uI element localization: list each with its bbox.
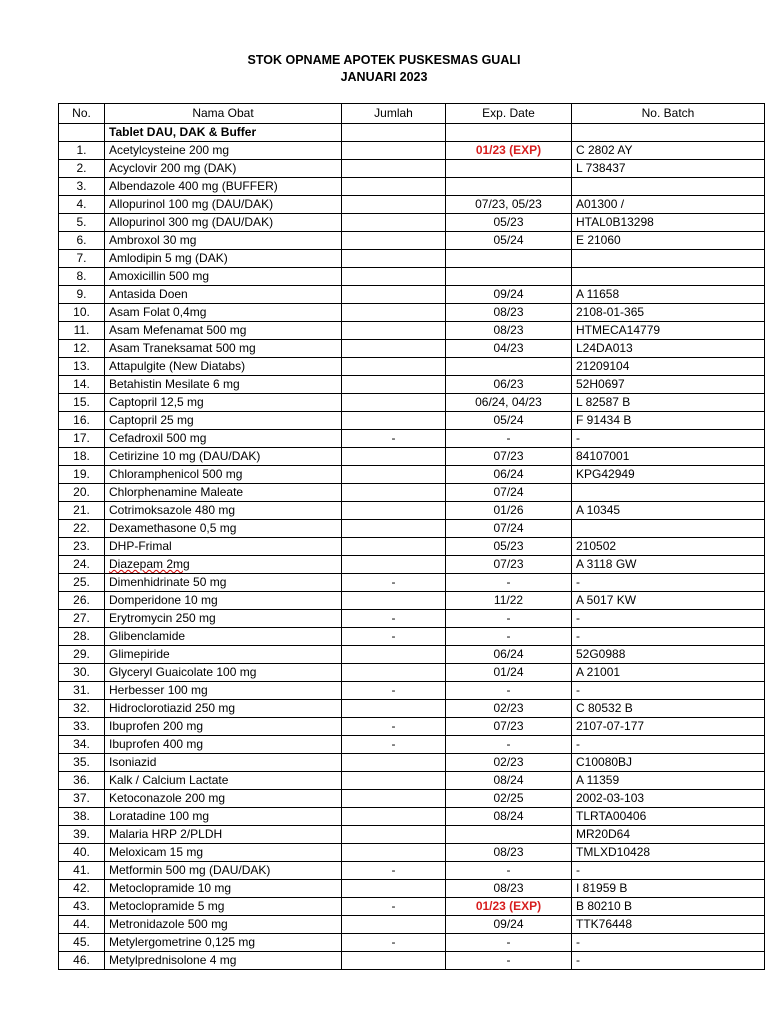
row-exp-date: 07/23	[446, 718, 572, 736]
row-jumlah	[342, 142, 446, 160]
row-no: 11.	[59, 322, 105, 340]
column-header-nama-obat: Nama Obat	[105, 104, 342, 124]
row-no: 25.	[59, 574, 105, 592]
table-row	[59, 826, 765, 844]
column-header-jumlah: Jumlah	[342, 104, 446, 124]
row-exp-date: -	[446, 952, 572, 970]
row-exp-date	[446, 358, 572, 376]
row-drug-name: Malaria HRP 2/PLDH	[105, 826, 342, 844]
table-row	[59, 520, 765, 538]
row-drug-name: Glimepiride	[105, 646, 342, 664]
row-no: 27.	[59, 610, 105, 628]
row-no: 6.	[59, 232, 105, 250]
row-exp-date: 07/23	[446, 448, 572, 466]
row-jumlah	[342, 952, 446, 970]
row-drug-name: Allopurinol 300 mg (DAU/DAK)	[105, 214, 342, 232]
row-batch: A01300 /	[572, 196, 765, 214]
table-row	[59, 592, 765, 610]
row-jumlah	[342, 592, 446, 610]
row-drug-name: Captopril 25 mg	[105, 412, 342, 430]
row-no: 7.	[59, 250, 105, 268]
table-row	[59, 304, 765, 322]
row-exp-date: 07/23, 05/23	[446, 196, 572, 214]
table-row	[59, 646, 765, 664]
row-jumlah	[342, 790, 446, 808]
table-row	[59, 538, 765, 556]
row-jumlah	[342, 304, 446, 322]
table-row	[59, 250, 765, 268]
row-no: 12.	[59, 340, 105, 358]
row-exp-date: 02/23	[446, 754, 572, 772]
row-batch: A 21001	[572, 664, 765, 682]
row-jumlah: -	[342, 736, 446, 754]
table-row	[59, 808, 765, 826]
row-jumlah	[342, 196, 446, 214]
table-row	[59, 790, 765, 808]
section-no-cell	[59, 124, 105, 142]
row-no: 37.	[59, 790, 105, 808]
row-drug-name: Metylergometrine 0,125 mg	[105, 934, 342, 952]
row-batch: L 738437	[572, 160, 765, 178]
table-row	[59, 214, 765, 232]
row-jumlah	[342, 700, 446, 718]
row-no: 46.	[59, 952, 105, 970]
row-drug-name: Acetylcysteine 200 mg	[105, 142, 342, 160]
row-batch: -	[572, 628, 765, 646]
row-drug-name: Amlodipin 5 mg (DAK)	[105, 250, 342, 268]
row-no: 38.	[59, 808, 105, 826]
table-row	[59, 142, 765, 160]
row-batch: 2002-03-103	[572, 790, 765, 808]
row-exp-date	[446, 250, 572, 268]
row-exp-date: 07/23	[446, 556, 572, 574]
row-exp-date: 06/24	[446, 466, 572, 484]
row-batch: A 5017 KW	[572, 592, 765, 610]
row-drug-name: Metformin 500 mg (DAU/DAK)	[105, 862, 342, 880]
row-batch: TMLXD10428	[572, 844, 765, 862]
row-drug-name: Cetirizine 10 mg (DAU/DAK)	[105, 448, 342, 466]
row-jumlah	[342, 394, 446, 412]
table-row	[59, 286, 765, 304]
section-jumlah-cell	[342, 124, 446, 142]
row-batch: L 82587 B	[572, 394, 765, 412]
row-exp-date: -	[446, 610, 572, 628]
row-drug-name: Hidroclorotiazid 250 mg	[105, 700, 342, 718]
row-exp-date: -	[446, 574, 572, 592]
row-drug-name: Cefadroxil 500 mg	[105, 430, 342, 448]
row-no: 32.	[59, 700, 105, 718]
row-drug-name: Attapulgite (New Diatabs)	[105, 358, 342, 376]
row-jumlah	[342, 448, 446, 466]
document-title: STOK OPNAME APOTEK PUSKESMAS GUALI	[247, 53, 521, 67]
row-no: 9.	[59, 286, 105, 304]
table-row	[59, 574, 765, 592]
row-drug-name: Ketoconazole 200 mg	[105, 790, 342, 808]
table-row	[59, 736, 765, 754]
row-drug-name: Cotrimoksazole 480 mg	[105, 502, 342, 520]
row-drug-name: Metoclopramide 10 mg	[105, 880, 342, 898]
row-batch: KPG42949	[572, 466, 765, 484]
row-drug-name: Allopurinol 100 mg (DAU/DAK)	[105, 196, 342, 214]
row-no: 36.	[59, 772, 105, 790]
row-batch: 2108-01-365	[572, 304, 765, 322]
row-exp-date: 06/24	[446, 646, 572, 664]
row-exp-date: 08/24	[446, 772, 572, 790]
column-header-exp-date: Exp. Date	[446, 104, 572, 124]
row-exp-date: 01/26	[446, 502, 572, 520]
table-row	[59, 412, 765, 430]
row-batch: -	[572, 430, 765, 448]
row-jumlah	[342, 646, 446, 664]
row-batch: 84107001	[572, 448, 765, 466]
table-row	[59, 376, 765, 394]
row-jumlah	[342, 376, 446, 394]
table-row	[59, 340, 765, 358]
table-row	[59, 682, 765, 700]
row-drug-name: Domperidone 10 mg	[105, 592, 342, 610]
row-no: 8.	[59, 268, 105, 286]
row-jumlah	[342, 160, 446, 178]
row-batch: -	[572, 610, 765, 628]
table-row	[59, 232, 765, 250]
row-batch	[572, 520, 765, 538]
row-drug-name: Glyceryl Guaicolate 100 mg	[105, 664, 342, 682]
row-drug-name: Loratadine 100 mg	[105, 808, 342, 826]
row-drug-name: Asam Mefenamat 500 mg	[105, 322, 342, 340]
row-exp-date: 05/24	[446, 412, 572, 430]
row-jumlah	[342, 880, 446, 898]
row-batch: C10080BJ	[572, 754, 765, 772]
table-row	[59, 160, 765, 178]
row-jumlah	[342, 340, 446, 358]
row-jumlah	[342, 286, 446, 304]
row-no: 42.	[59, 880, 105, 898]
table-row	[59, 628, 765, 646]
row-drug-name: Betahistin Mesilate 6 mg	[105, 376, 342, 394]
table-row	[59, 394, 765, 412]
row-no: 21.	[59, 502, 105, 520]
row-exp-date: 08/23	[446, 304, 572, 322]
row-jumlah	[342, 916, 446, 934]
row-exp-date: 04/23	[446, 340, 572, 358]
row-exp-date: 05/23	[446, 214, 572, 232]
row-batch	[572, 178, 765, 196]
row-jumlah	[342, 556, 446, 574]
row-exp-date: 07/24	[446, 520, 572, 538]
row-drug-name-text: Diazepam 2mg	[109, 557, 190, 571]
row-no: 17.	[59, 430, 105, 448]
row-drug-name: Chlorphenamine Maleate	[105, 484, 342, 502]
row-batch: 52H0697	[572, 376, 765, 394]
row-drug-name: Dexamethasone 0,5 mg	[105, 520, 342, 538]
row-jumlah: -	[342, 682, 446, 700]
row-drug-name: Asam Traneksamat 500 mg	[105, 340, 342, 358]
row-no: 1.	[59, 142, 105, 160]
row-batch: -	[572, 862, 765, 880]
row-jumlah: -	[342, 574, 446, 592]
column-header-no-batch: No. Batch	[572, 104, 765, 124]
table-body	[59, 124, 765, 970]
row-drug-name: Metronidazole 500 mg	[105, 916, 342, 934]
row-no: 33.	[59, 718, 105, 736]
row-batch: TTK76448	[572, 916, 765, 934]
table-header-row	[59, 104, 765, 124]
row-jumlah	[342, 412, 446, 430]
row-drug-name: Glibenclamide	[105, 628, 342, 646]
row-jumlah: -	[342, 628, 446, 646]
row-jumlah	[342, 250, 446, 268]
row-batch: E 21060	[572, 232, 765, 250]
row-batch: HTAL0B13298	[572, 214, 765, 232]
row-batch: C 80532 B	[572, 700, 765, 718]
row-no: 45.	[59, 934, 105, 952]
row-batch: 2107-07-177	[572, 718, 765, 736]
row-no: 10.	[59, 304, 105, 322]
row-exp-date: 08/24	[446, 808, 572, 826]
row-batch: A 3118 GW	[572, 556, 765, 574]
row-no: 43.	[59, 898, 105, 916]
table-row	[59, 178, 765, 196]
table-row	[59, 322, 765, 340]
row-batch	[572, 250, 765, 268]
row-no: 20.	[59, 484, 105, 502]
row-no: 23.	[59, 538, 105, 556]
table-row	[59, 196, 765, 214]
row-batch: 21209104	[572, 358, 765, 376]
row-jumlah	[342, 484, 446, 502]
row-drug-name: Ibuprofen 200 mg	[105, 718, 342, 736]
row-batch: -	[572, 574, 765, 592]
section-row	[59, 124, 765, 142]
row-exp-date: -	[446, 682, 572, 700]
row-no: 15.	[59, 394, 105, 412]
row-drug-name: Captopril 12,5 mg	[105, 394, 342, 412]
row-exp-date: 09/24	[446, 916, 572, 934]
row-exp-date: 01/23 (EXP)	[446, 898, 572, 916]
row-jumlah: -	[342, 430, 446, 448]
row-drug-name: Erytromycin 250 mg	[105, 610, 342, 628]
row-batch: HTMECA14779	[572, 322, 765, 340]
row-jumlah	[342, 232, 446, 250]
row-jumlah	[342, 538, 446, 556]
table-row	[59, 754, 765, 772]
row-drug-name: Dimenhidrinate 50 mg	[105, 574, 342, 592]
row-batch: MR20D64	[572, 826, 765, 844]
row-no: 30.	[59, 664, 105, 682]
row-jumlah: -	[342, 934, 446, 952]
row-drug-name: Herbesser 100 mg	[105, 682, 342, 700]
row-no: 16.	[59, 412, 105, 430]
row-batch: 52G0988	[572, 646, 765, 664]
row-batch: B 80210 B	[572, 898, 765, 916]
row-exp-date: 05/24	[446, 232, 572, 250]
row-batch: -	[572, 682, 765, 700]
row-no: 14.	[59, 376, 105, 394]
row-jumlah	[342, 664, 446, 682]
row-no: 5.	[59, 214, 105, 232]
table-row	[59, 916, 765, 934]
row-jumlah	[342, 322, 446, 340]
table-row	[59, 430, 765, 448]
table-row	[59, 700, 765, 718]
row-drug-name: Chloramphenicol 500 mg	[105, 466, 342, 484]
row-exp-date	[446, 268, 572, 286]
table-row	[59, 862, 765, 880]
row-drug-name: Ibuprofen 400 mg	[105, 736, 342, 754]
row-no: 34.	[59, 736, 105, 754]
row-no: 29.	[59, 646, 105, 664]
row-batch: C 2802 AY	[572, 142, 765, 160]
row-exp-date: 01/23 (EXP)	[446, 142, 572, 160]
row-no: 26.	[59, 592, 105, 610]
row-exp-date: 08/23	[446, 844, 572, 862]
row-drug-name: Metoclopramide 5 mg	[105, 898, 342, 916]
row-exp-date: 01/24	[446, 664, 572, 682]
row-exp-date: 11/22	[446, 592, 572, 610]
table-row	[59, 880, 765, 898]
row-jumlah	[342, 826, 446, 844]
row-jumlah	[342, 844, 446, 862]
row-exp-date: 07/24	[446, 484, 572, 502]
row-batch: 210502	[572, 538, 765, 556]
row-no: 24.	[59, 556, 105, 574]
row-jumlah	[342, 808, 446, 826]
row-jumlah	[342, 358, 446, 376]
row-jumlah: -	[342, 898, 446, 916]
row-batch: TLRTA00406	[572, 808, 765, 826]
row-no: 28.	[59, 628, 105, 646]
row-batch	[572, 484, 765, 502]
row-exp-date	[446, 178, 572, 196]
row-jumlah	[342, 520, 446, 538]
row-batch: A 10345	[572, 502, 765, 520]
column-header-no: No.	[59, 104, 105, 124]
row-jumlah	[342, 466, 446, 484]
row-drug-name: Metylprednisolone 4 mg	[105, 952, 342, 970]
table-row	[59, 466, 765, 484]
row-no: 19.	[59, 466, 105, 484]
table-row	[59, 844, 765, 862]
row-no: 3.	[59, 178, 105, 196]
row-batch: I 81959 B	[572, 880, 765, 898]
row-batch: -	[572, 934, 765, 952]
row-exp-date: 02/23	[446, 700, 572, 718]
row-jumlah	[342, 772, 446, 790]
row-no: 13.	[59, 358, 105, 376]
row-batch	[572, 268, 765, 286]
row-drug-name	[105, 556, 342, 574]
stock-table	[58, 103, 765, 970]
row-batch: A 11359	[572, 772, 765, 790]
row-jumlah: -	[342, 862, 446, 880]
row-drug-name: DHP-Frimal	[105, 538, 342, 556]
row-exp-date: 08/23	[446, 880, 572, 898]
row-drug-name: Meloxicam 15 mg	[105, 844, 342, 862]
row-drug-name: Albendazole 400 mg (BUFFER)	[105, 178, 342, 196]
document-subtitle: JANUARI 2023	[340, 70, 428, 84]
row-jumlah	[342, 178, 446, 196]
row-exp-date: 05/23	[446, 538, 572, 556]
row-exp-date: -	[446, 430, 572, 448]
table-row	[59, 556, 765, 574]
row-no: 41.	[59, 862, 105, 880]
row-batch: F 91434 B	[572, 412, 765, 430]
row-no: 4.	[59, 196, 105, 214]
row-no: 22.	[59, 520, 105, 538]
row-exp-date	[446, 826, 572, 844]
row-no: 2.	[59, 160, 105, 178]
row-drug-name: Antasida Doen	[105, 286, 342, 304]
row-jumlah: -	[342, 718, 446, 736]
row-drug-name: Kalk / Calcium Lactate	[105, 772, 342, 790]
table-row	[59, 448, 765, 466]
row-exp-date	[446, 160, 572, 178]
table-row	[59, 898, 765, 916]
table-row	[59, 952, 765, 970]
table-row	[59, 772, 765, 790]
row-exp-date: 06/24, 04/23	[446, 394, 572, 412]
row-exp-date: -	[446, 628, 572, 646]
row-exp-date: 08/23	[446, 322, 572, 340]
section-label: Tablet DAU, DAK & Buffer	[105, 124, 342, 142]
row-exp-date: 02/25	[446, 790, 572, 808]
row-exp-date: -	[446, 934, 572, 952]
row-drug-name: Isoniazid	[105, 754, 342, 772]
row-drug-name: Ambroxol 30 mg	[105, 232, 342, 250]
table-row	[59, 358, 765, 376]
row-no: 44.	[59, 916, 105, 934]
row-no: 18.	[59, 448, 105, 466]
row-batch: -	[572, 952, 765, 970]
row-no: 35.	[59, 754, 105, 772]
table-row	[59, 610, 765, 628]
row-jumlah	[342, 502, 446, 520]
row-jumlah	[342, 754, 446, 772]
row-batch: -	[572, 736, 765, 754]
row-no: 31.	[59, 682, 105, 700]
row-drug-name: Amoxicillin 500 mg	[105, 268, 342, 286]
table-row	[59, 484, 765, 502]
row-exp-date: -	[446, 862, 572, 880]
row-batch: L24DA013	[572, 340, 765, 358]
table-row	[59, 934, 765, 952]
row-drug-name: Acyclovir 200 mg (DAK)	[105, 160, 342, 178]
row-drug-name: Asam Folat 0,4mg	[105, 304, 342, 322]
row-no: 40.	[59, 844, 105, 862]
row-exp-date: -	[446, 736, 572, 754]
row-jumlah: -	[342, 610, 446, 628]
table-row	[59, 664, 765, 682]
table-row	[59, 502, 765, 520]
section-exp-cell	[446, 124, 572, 142]
row-jumlah	[342, 214, 446, 232]
row-exp-date: 09/24	[446, 286, 572, 304]
table-row	[59, 718, 765, 736]
section-batch-cell	[572, 124, 765, 142]
table-row	[59, 268, 765, 286]
row-batch: A 11658	[572, 286, 765, 304]
row-no: 39.	[59, 826, 105, 844]
row-exp-date: 06/23	[446, 376, 572, 394]
row-jumlah	[342, 268, 446, 286]
